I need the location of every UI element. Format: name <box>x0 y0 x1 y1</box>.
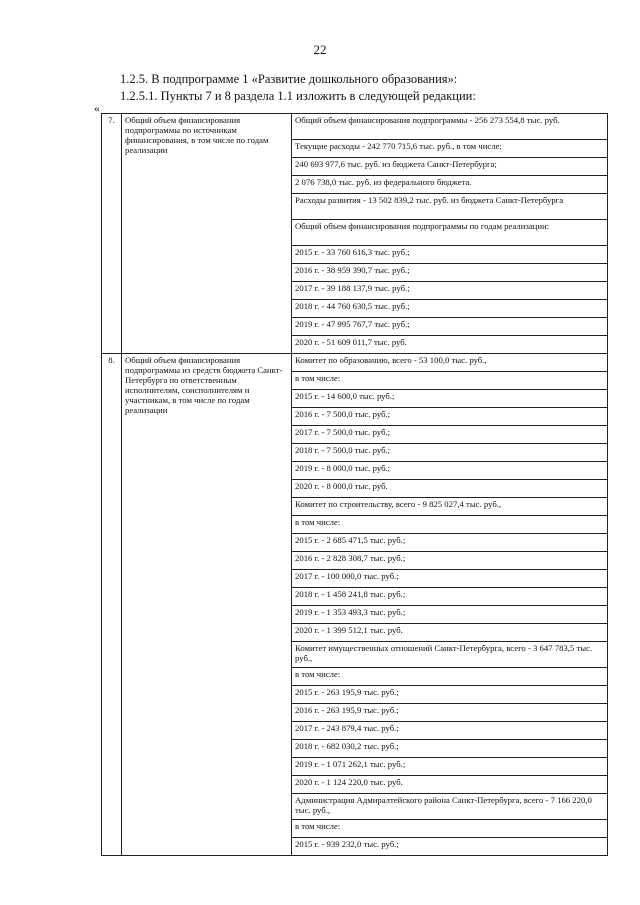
subprogram-table <box>101 113 608 856</box>
row-description: Общий объем финансирования подпрограммы из средств бюджета Санкт-Петербурга по ответственным исполнителям, соисполнителям и участникам, в том числе по годам реализации <box>122 354 292 856</box>
row-number: 7. <box>102 114 122 354</box>
value-cell: 2018 г. - 682 030,2 тыс. руб.; <box>292 740 608 758</box>
table-row <box>102 354 608 372</box>
value-cell: Общий объем финансирования подпрограммы - 256 273 554,8 тыс. руб. <box>292 114 608 140</box>
value-cell: в том числе: <box>292 516 608 534</box>
heading-line-1: 1.2.5. В подпрограмме 1 «Развитие дошкольного образования»: <box>120 72 458 86</box>
page-number: 22 <box>313 42 327 57</box>
value-cell: 2020 г. - 51 609 011,7 тыс. руб. <box>292 336 608 354</box>
value-cell: 2016 г. - 7 500,0 тыс. руб.; <box>292 408 608 426</box>
value-cell: 2015 г. - 33 760 616,3 тыс. руб.; <box>292 246 608 264</box>
value-cell: Комитет по строительству, всего - 9 825 027,4 тыс. руб., <box>292 498 608 516</box>
value-cell: Комитет по образованию, всего - 53 100,0 тыс. руб., <box>292 354 608 372</box>
value-cell: 2018 г. - 7 500,0 тыс. руб.; <box>292 444 608 462</box>
value-cell: Текущие расходы - 242 770 715,6 тыс. руб., в том числе: <box>292 140 608 158</box>
value-cell: 2017 г. - 243 879,4 тыс. руб.; <box>292 722 608 740</box>
value-cell: 2017 г. - 7 500,0 тыс. руб.; <box>292 426 608 444</box>
value-cell: 2016 г. - 2 828 308,7 тыс. руб.; <box>292 552 608 570</box>
value-cell: 2016 г. - 263 195,9 тыс. руб.; <box>292 704 608 722</box>
table-row <box>102 114 608 140</box>
value-cell: 2015 г. - 263 195,9 тыс. руб.; <box>292 686 608 704</box>
value-cell: 2019 г. - 47 995 767,7 тыс. руб.; <box>292 318 608 336</box>
row-description: Общий объем финансирования подпрограммы по источникам финансирования, в том числе по годам реализации <box>122 114 292 354</box>
value-cell: 2019 г. - 8 000,0 тыс. руб.; <box>292 462 608 480</box>
value-cell: 2018 г. - 44 760 630,5 тыс. руб.; <box>292 300 608 318</box>
value-cell: Общий объем финансирования подпрограммы по годам реализации: <box>292 220 608 246</box>
value-cell: 2018 г. - 1 458 241,8 тыс. руб.; <box>292 588 608 606</box>
value-cell: Комитет имущественных отношений Санкт-Петербурга, всего - 3 647 783,5 тыс. руб., <box>292 642 608 668</box>
row-number: 8. <box>102 354 122 856</box>
value-cell: 2015 г. - 939 232,0 тыс. руб.; <box>292 838 608 856</box>
open-quote: « <box>94 101 100 115</box>
value-cell: в том числе: <box>292 668 608 686</box>
value-cell: 2019 г. - 1 353 493,3 тыс. руб.; <box>292 606 608 624</box>
value-cell: 2020 г. - 1 399 512,1 тыс. руб. <box>292 624 608 642</box>
value-cell: 2015 г. - 2 685 471,5 тыс. руб.; <box>292 534 608 552</box>
value-cell: 240 693 977,6 тыс. руб. из бюджета Санкт-Петербурга; <box>292 158 608 176</box>
value-cell: в том числе: <box>292 820 608 838</box>
value-cell: 2 076 738,0 тыс. руб. из федерального бюджета. <box>292 176 608 194</box>
value-cell: 2016 г. - 38 959 390,7 тыс. руб.; <box>292 264 608 282</box>
value-cell: Администрация Адмиралтейского района Санкт-Петербурга, всего - 7 166 220,0 тыс. руб., <box>292 794 608 820</box>
value-cell: в том числе: <box>292 372 608 390</box>
heading-line-2: 1.2.5.1. Пункты 7 и 8 раздела 1.1 изложить в следующей редакции: <box>120 89 476 103</box>
value-cell: 2015 г. - 14 600,0 тыс. руб.; <box>292 390 608 408</box>
value-cell: 2020 г. - 1 124 220,0 тыс. руб. <box>292 776 608 794</box>
value-cell: 2020 г. - 8 000,0 тыс. руб. <box>292 480 608 498</box>
value-cell: 2017 г. - 100 000,0 тыс. руб.; <box>292 570 608 588</box>
value-cell: 2017 г. - 39 188 137,9 тыс. руб.; <box>292 282 608 300</box>
value-cell: Расходы развития - 13 502 839,2 тыс. руб. из бюджета Санкт-Петербурга <box>292 194 608 220</box>
value-cell: 2019 г. - 1 071 262,1 тыс. руб.; <box>292 758 608 776</box>
